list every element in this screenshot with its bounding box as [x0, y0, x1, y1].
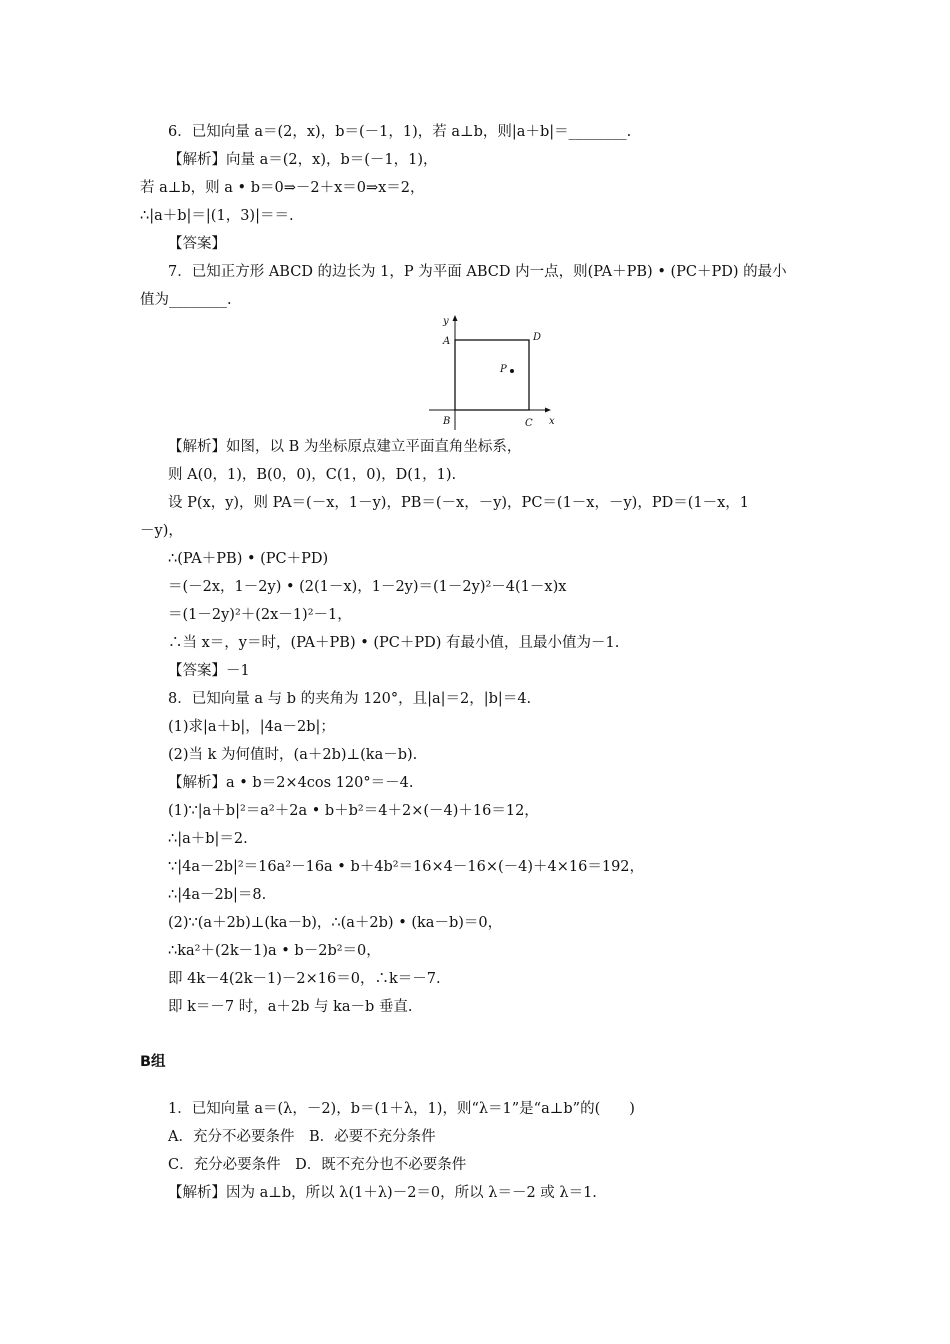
p8-part-1: (1)求|a＋b|，|4a－2b|； — [168, 719, 335, 735]
square-abcd — [455, 340, 529, 410]
p8-question: 8．已知向量 a 与 b 的夹角为 120°，且|a|＝2，|b|＝4. — [168, 691, 532, 707]
p6-analysis-3: ∴|a＋b|＝|(1，3)|＝＝. — [140, 208, 294, 224]
y-axis-arrow — [453, 315, 458, 321]
p7-analysis-1: 【解析】如图，以 B 为坐标原点建立平面直角坐标系， — [168, 439, 522, 455]
p7-question-line2: 值为________. — [140, 292, 232, 308]
point-p — [510, 369, 514, 373]
p7-analysis-6: ＝(－2x，1－2y) • (2(1－x)，1－2y)＝(1－2y)²－4(1－x)x — [168, 579, 567, 595]
p8-analysis-4: ∵|4a－2b|²＝16a²－16a • b＋4b²＝16×4－16×(－4)＋4×16＝192， — [168, 859, 645, 875]
label-d: D — [533, 332, 542, 343]
section-b-heading: B组 — [140, 1054, 166, 1070]
p8-part-2: (2)当 k 为何值时，(a＋2b)⊥(ka－b). — [168, 747, 418, 763]
label-a: A — [443, 336, 451, 347]
p7-question-line1: 7．已知正方形 ABCD 的边长为 1，P 为平面 ABCD 内一点，则(PA＋PB) • (PC＋PD) 的最小 — [168, 264, 787, 280]
p7-analysis-2: 则 A(0，1)，B(0，0)，C(1，0)，D(1，1). — [168, 467, 457, 483]
p6-analysis-1: 【解析】向量 a＝(2，x)，b＝(－1，1)， — [168, 152, 438, 168]
p7-analysis-8: ∴当 x＝，y＝时，(PA＋PB) • (PC＋PD) 有最小值，且最小值为－1. — [168, 635, 620, 651]
label-c: C — [525, 418, 533, 429]
label-x: x — [549, 416, 555, 427]
p7-answer: 【答案】－1 — [168, 663, 250, 679]
x-axis-arrow — [545, 408, 551, 413]
p8-analysis-2: (1)∵|a＋b|²＝a²＋2a • b＋b²＝4＋2×(－4)＋16＝12， — [168, 803, 539, 819]
coordinate-figure — [425, 312, 561, 432]
b1-analysis: 【解析】因为 a⊥b，所以 λ(1＋λ)－2＝0，所以 λ＝－2 或 λ＝1. — [168, 1185, 597, 1201]
p8-analysis-1: 【解析】a • b＝2×4cos 120°＝－4. — [168, 775, 414, 791]
p7-analysis-7: ＝(1－2y)²＋(2x－1)²－1， — [168, 607, 352, 623]
b1-question: 1．已知向量 a＝(λ，－2)，b＝(1＋λ，1)，则“λ＝1”是“a⊥b”的( ) — [168, 1101, 635, 1117]
b1-option-ab: A．充分不必要条件 B．必要不充分条件 — [168, 1129, 436, 1145]
p8-analysis-6: (2)∵(a＋2b)⊥(ka－b)，∴(a＋2b) • (ka－b)＝0， — [168, 915, 503, 931]
p8-analysis-5: ∴|4a－2b|＝8. — [168, 887, 267, 903]
p6-question: 6．已知向量 a＝(2，x)，b＝(－1，1)，若 a⊥b，则|a＋b|＝________. — [168, 124, 632, 140]
label-b: B — [443, 416, 451, 427]
p8-analysis-8: 即 4k－4(2k－1)－2×16＝0，∴k＝－7. — [168, 971, 441, 987]
p7-analysis-4: －y)， — [140, 523, 183, 539]
p7-analysis-5: ∴(PA＋PB) • (PC＋PD) — [168, 551, 329, 567]
label-p: P — [500, 364, 507, 375]
square-diagram — [425, 312, 561, 432]
p7-analysis-3: 设 P(x，y)，则 PA＝(－x，1－y)，PB＝(－x，－y)，PC＝(1－x，－y)，PD＝(1－x，1 — [168, 495, 749, 511]
label-y: y — [443, 316, 449, 327]
p8-analysis-7: ∴ka²＋(2k－1)a • b－2b²＝0， — [168, 943, 381, 959]
p8-analysis-9: 即 k＝－7 时，a＋2b 与 ka－b 垂直. — [168, 999, 413, 1015]
p8-analysis-3: ∴|a＋b|＝2. — [168, 831, 248, 847]
p6-analysis-2: 若 a⊥b，则 a • b＝0⇒－2＋x＝0⇒x＝2， — [140, 180, 425, 196]
b1-option-cd: C．充分必要条件 D．既不充分也不必要条件 — [168, 1157, 467, 1173]
p6-answer: 【答案】 — [168, 236, 226, 252]
